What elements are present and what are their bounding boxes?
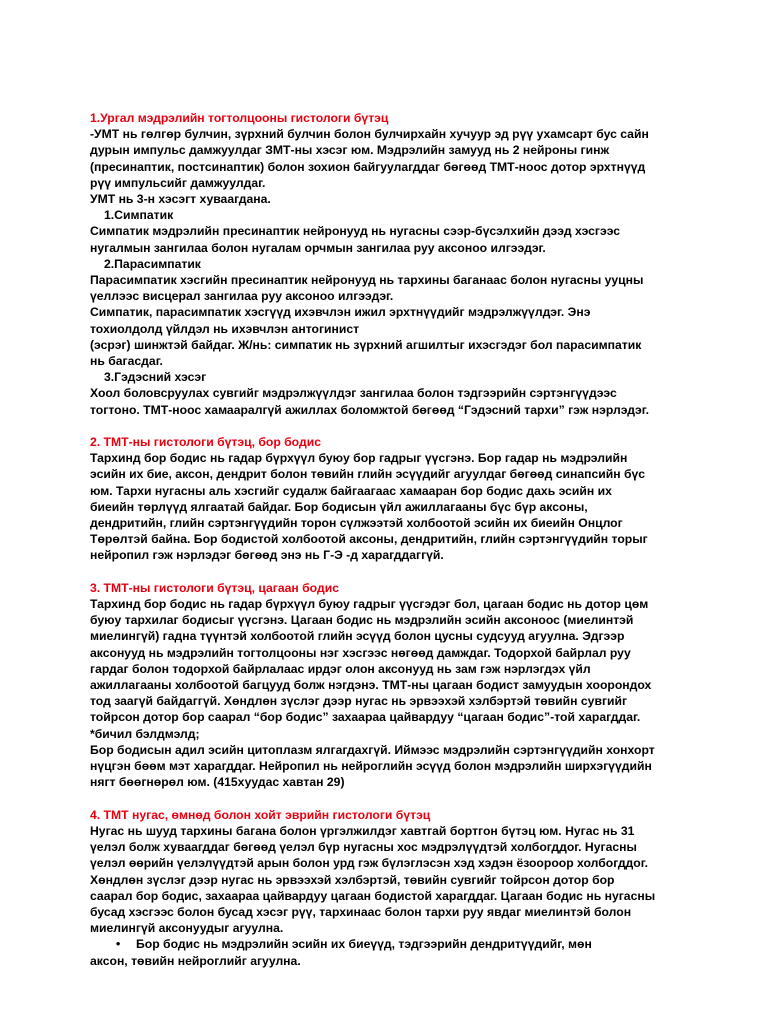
section-2-line: Тархинд бор бодис нь гадар бүрхүүл буюу бор гадрыг үүсгэнэ. Бор гадар нь мэдрэлийн bbox=[90, 451, 628, 466]
section-1-line: -УМТ нь гөлгөр булчин, зүрхний булчин болон булчирхайн хучуур эд рүү ухамсарт бус сайн bbox=[90, 127, 649, 142]
bullet-text: Бор бодис нь мэдрэлийн эсийн их биеүүд, тэдгээрийн дендритүүдийг, мөн bbox=[136, 937, 592, 952]
section-2-line: дендритийн, глийн сэртэнгүүдийн торон сүлжээтэй холбоотой эсийн их биеийн Онцлог bbox=[90, 516, 623, 531]
section-2-line: нейропил гэж нэрлэдэг бөгөөд энэ нь Г-Э -д харагддаггүй. bbox=[90, 548, 444, 563]
bullet-continuation: аксон, төвийн нейроглийг агуулна. bbox=[90, 953, 301, 968]
section-3-line: миелингүй) гадна түүнтэй холбоотой глийн эсүүд болон цусны судсууд агуулна. Эдгээр bbox=[90, 629, 625, 644]
section-1-line: тогтоно. ТМТ-ноос хамааралгүй ажиллах боломжтой бөгөөд “Гэдэсний тархи” гэж нэрлэдэг. bbox=[90, 402, 649, 417]
section-1-heading: 1.Ургал мэдрэлийн тогтолцооны гистологи бүтэц bbox=[90, 111, 389, 125]
section-3-line: буюу тархилаг бодисыг үүсгэнэ. Цагаан бодис нь мэдрэлийн эсийн аксоноос (миелинтэй bbox=[90, 613, 634, 628]
section-gap bbox=[90, 564, 690, 580]
section-4-heading: 4. ТМТ нугас, өмнөд болон хойт эврийн гистологи бүтэц bbox=[90, 807, 431, 822]
bullet-item bbox=[90, 936, 690, 952]
section-3-line: тойрсон дотор бор саарал “бор бодис” захаараа цайвардуу “цагаан бодис”-той харагддаг. bbox=[90, 710, 641, 725]
section-4-line: Хөндлөн зүслэг дээр нугас нь эрвээхэй хэлбэртэй, төвийн сувгийг тойрсон дотор бор bbox=[90, 872, 615, 887]
section-1-line: Парасимпатик хэсгийн пресинаптик нейронууд нь тархины баганаас болон нугасны ууцны bbox=[90, 273, 644, 288]
section-1-line: дурын импульс дамжуулдаг ЗМТ-ны хэсэг юм. Мэдрэлийн замууд нь 2 нейроны гинж bbox=[90, 143, 610, 158]
section-2-line: Төрөлтэй байна. Бор бодистой холбоотой аксоны, дендритийн, глийн сэртэнгүүдийн торыг bbox=[90, 532, 648, 547]
subheading-sympathetic: 1.Симпатик bbox=[104, 208, 174, 223]
section-4-line: үелэл болж хуваагддаг бөгөөд үелэл бүр нугасны хос мэдрэлүүдтэй холбогддог. Нугасны bbox=[90, 840, 637, 855]
section-3-heading: 3. ТМТ-ны гистологи бүтэц, цагаан бодис bbox=[90, 580, 339, 595]
section-4-line: бусад хэсгээс болон бусад хэсэг рүү, тархинаас болон тархи руу явдаг миелинтэй болон bbox=[90, 904, 632, 919]
section-3-line: аксонууд нь мэдрэлийн тогтолцооны нэг хэсгээс нөгөөд дамждаг. Тодорхой байрлал руу bbox=[90, 645, 631, 660]
section-1-line: үеллээс висцерал зангилаа руу аксоноо илгээдэг. bbox=[90, 289, 394, 304]
section-2-line: биеийн төрлүүд ялгаатай байдаг. Бор бодисын үйл ажиллагааны бүс бүр аксоны, bbox=[90, 499, 588, 514]
document-body bbox=[90, 110, 690, 969]
section-3-line: Тархинд бор бодис нь гадар бүрхүүл буюу гадрыг үүсгэдэг бол, цагаан бодис нь дотор цөм bbox=[90, 597, 649, 612]
section-1-line: рүү импульсийг дамжуулдаг. bbox=[90, 175, 266, 190]
section-1-line: (пресинаптик, постсинаптик) болон зохион байгуулагддаг бөгөөд ТМТ-ноос дотор эрхтнүүд bbox=[90, 159, 646, 174]
section-2-heading: 2. ТМТ-ны гистологи бүтэц, бор бодис bbox=[90, 435, 321, 450]
section-2-line: эсийн их бие, аксон, дендрит болон төвийн глийн эсүүдийг агуулдаг бөгөөд синапсийн бүс bbox=[90, 467, 646, 482]
section-1-line: Симпатик мэдрэлийн пресинаптик нейронууд нь нугасны сээр-бүсэлхийн дээд хэсгээс bbox=[90, 224, 621, 239]
bullet-icon: • bbox=[116, 937, 121, 952]
section-3-line: гардаг болон тодорхой байрлалаас ирдэг олон аксонууд нь зам гэж нэрлэгдэх үйл bbox=[90, 661, 591, 676]
section-4-line: үелэл өөрийн үелэлүүдтэй арын болон урд гэж бүлэглэсэн хэд хэдэн ёзоороор холбогддог. bbox=[90, 856, 648, 871]
section-4-line: саарал бор бодис, захаараа цайвардуу цагаан бодистой харагддаг. Цагаан бодис нь нугасны bbox=[90, 888, 656, 903]
section-1-line: Симпатик, парасимпатик хэсгүүд ихэвчлэн ижил эрхтнүүдийг мэдрэлжүүлдэг. Энэ bbox=[90, 305, 591, 320]
section-1-line: тохиолдолд үйлдэл нь ихэвчлэн антогинист bbox=[90, 321, 360, 336]
section-3-line: тод заагүй байдаггүй. Хөндлөн зүслэг дээр нугас нь эрвээхэй хэлбэртэй төвийн сувгийг bbox=[90, 694, 628, 709]
section-gap bbox=[90, 418, 690, 434]
section-1-line: УМТ нь 3-н хэсэгт хуваагдана. bbox=[90, 192, 271, 207]
section-gap bbox=[90, 791, 690, 807]
section-3-line: ажиллагааны холбоотой багцууд болж нэгдэнэ. ТМТ-ны цагаан бодист замуудын хоорондох bbox=[90, 678, 652, 693]
section-3-line: нүцгэн бөөм мэт харагддаг. Нейропил нь нейроглийн эсүүд болон мэдрэлийн ширхэгүүдийн bbox=[90, 759, 652, 774]
subheading-enteric: 3.Гэдэсний хэсэг bbox=[104, 370, 207, 385]
section-1-line: (эсрэг) шинжтэй байдаг. Ж/нь: симпатик нь зүрхний агшилтыг ихэсгэдэг бол парасимпатик bbox=[90, 337, 642, 352]
section-3-line: *бичил бэлдмэлд; bbox=[90, 726, 200, 741]
section-1-line: нугалмын зангилаа болон нугалам орчмын зангилаа руу аксоноо илгээдэг. bbox=[90, 240, 546, 255]
section-4-line: Нугас нь шууд тархины багана болон үргэлжилдэг хавтгай бортгон бүтэц юм. Нугас нь 31 bbox=[90, 823, 635, 838]
section-2-line: юм. Тархи нугасны аль хэсгийг судалж байгаагаас хамааран бор бодис дахь эсийн их bbox=[90, 483, 612, 498]
section-3-line: нягт бөөгнөрөл юм. (415хуудас хавтан 29) bbox=[90, 775, 345, 790]
subheading-parasympathetic: 2.Парасимпатик bbox=[104, 256, 201, 271]
section-1-line: нь багасдаг. bbox=[90, 354, 163, 369]
section-1-line: Хоол боловсруулах сувгийг мэдрэлжүүлдэг зангилаа болон тэдгээрийн сэртэнгүүдээс bbox=[90, 386, 617, 401]
section-4-line: миелингүй аксонуудыг агуулна. bbox=[90, 921, 284, 936]
section-3-line: Бор бодисын адил эсийн цитоплазм ялгагдахгүй. Иймээс мэдрэлийн сэртэнгүүдийн хонхорт bbox=[90, 742, 655, 757]
